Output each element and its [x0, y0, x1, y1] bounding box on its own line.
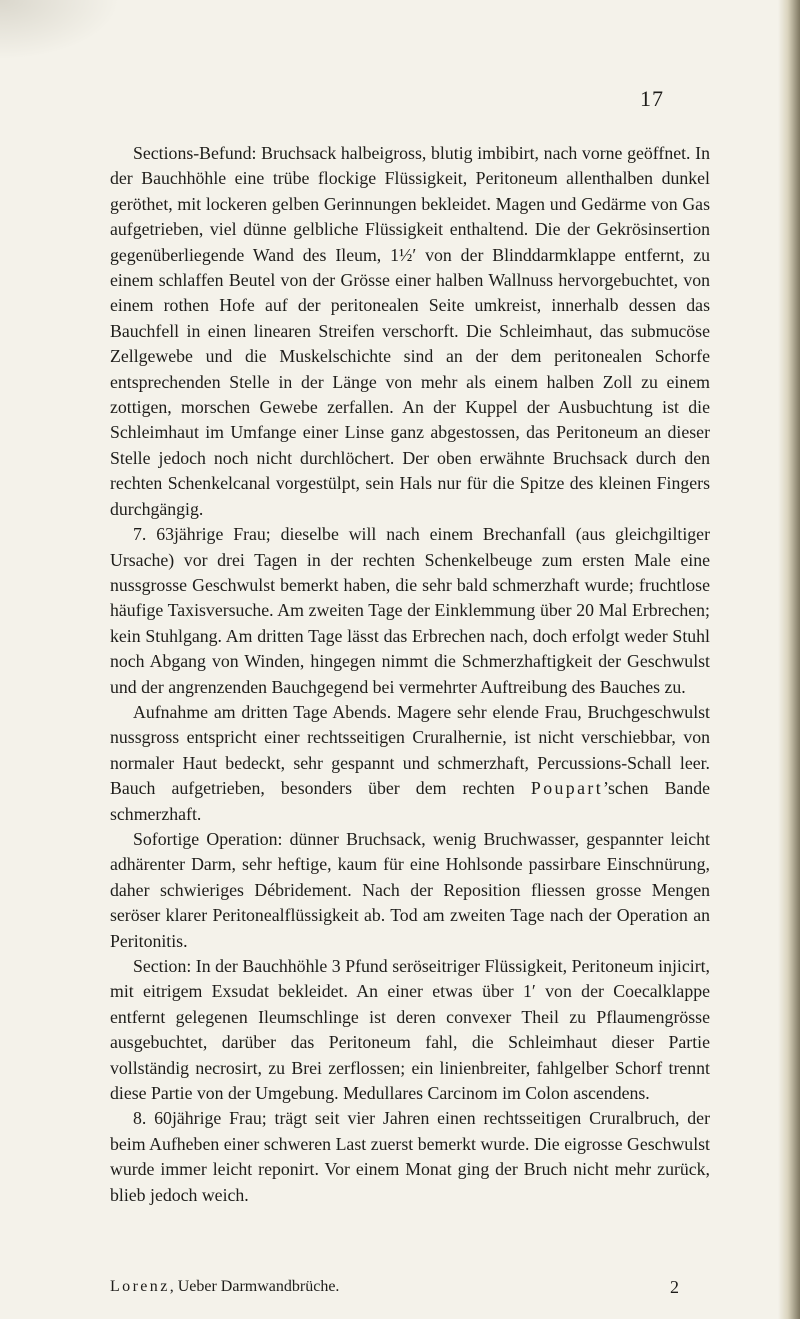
paragraph-text: Sections-Befund: Bruchsack halbeigross, blutig imbibirt, nach vorne geöffnet. In der Bauchhöhle eine trübe flockige Flüssigkeit, Peritoneum allenthalben dunkel geröthet, mit lockeren gelben Gerinnungen bekleidet. Magen und Gedärme von Gas aufgetrieben, viel dünne gelbliche Flüssigkeit enthaltend. Die der Gekrösinsertion gegenüberliegende Wand des Ileum, 1½′ von der Blinddarmklappe entfernt, zu einem schlaffen Beutel von der Grösse einer halben Wallnuss hervorgebuchtet, von einem rothen Hofe auf der peritonealen Seite umkreist, innerhalb dessen das Bauchfell in einen linearen Streifen verschorft. Die Schleimhaut, das submucöse Zellgewebe und die Muskelschichte sind an der dem peritonealen Schorfe entsprechenden Stelle in der Länge von mehr als einem halben Zoll zu einem zottigen, morschen Gewebe zerfallen. An der Kuppel der Ausbuchtung ist die Schleimhaut im Umfange einer Linse ganz abgestossen, das Peritoneum an dieser Stelle jedoch noch nicht durchlöchert. Der oben erwähnte Bruchsack durch den rechten Schenkelcanal vorgestülpt, sein Hals nur für die Spitze des kleinen Fingers durchgängig.: [110, 143, 710, 519]
paragraph-section: [110, 954, 710, 1106]
page-corner-shadow: [0, 0, 120, 60]
paragraph-sections-befund: [110, 141, 710, 522]
paragraph-text: Sofortige Operation: dünner Bruchsack, wenig Bruchwasser, gespannter leicht adhärenter Darm, sehr heftige, kaum für eine Hohlsonde passirbare Einschnürung, daher schwieriges Débridement. Nach der Reposition fliessen grosse Mengen seröser klarer Peritonealflüssigkeit ab. Tod am zweiten Tage nach der Operation an Peritonitis.: [110, 828, 710, 951]
body-text: [110, 141, 710, 1208]
paragraph-case-8: [110, 1106, 710, 1208]
signature-mark: 2: [670, 1277, 679, 1297]
paragraph-text-lead: Aufnahme am dritten Tage Abends. Magere sehr elende Frau, Bruchgeschwulst nussgross entspricht einer rechtsseitigen Cruralhernie, ist nicht verschiebbar, von normaler Haut bedeckt, sehr gespannt und schmerzhaft, Percussions-Schall leer. Bauch aufgetrieben, besonders über dem rechten: [110, 701, 710, 799]
paragraph-operation: [110, 827, 710, 954]
spaced-name-poupart: Poupart: [530, 778, 604, 799]
page-number: 17: [640, 86, 664, 111]
paragraph-text: Section: In der Bauchhöhle 3 Pfund seröseitriger Flüssigkeit, Peritoneum injicirt, mit eitrigem Exsudat bekleidet. An einer etwas über 1′ von der Coecalklappe entfernt gelegenen Ileumschlinge ist deren convexer Theil zu Pflaumengrösse ausgebuchtet, darüber das Peritoneum fahl, die Schleimhaut dieser Partie vollständig necrosirt, zu Brei zerflossen; ein linienbreiter, fahlgelber Schorf trennt diese Partie von der Umgebung. Medullares Carcinom im Colon ascendens.: [110, 956, 710, 1104]
paragraph-text-tail: ’schen Bande schmerzhaft.: [110, 778, 710, 824]
paragraph-text: 8. 60jährige Frau; trägt seit vier Jahren einen rechtsseitigen Cruralbruch, der beim Aufheben einer schweren Last zuerst bemerkt wurde. Die eigrosse Geschwulst wurde immer leicht reponirt. Vor einem Monat ging der Bruch nicht mehr zurück, blieb jedoch weich.: [110, 1108, 710, 1205]
footer-title: , Ueber Darmwandbrüche.: [169, 1278, 340, 1295]
book-gutter-shadow: [778, 0, 800, 1319]
footer-author: Lorenz: [110, 1278, 170, 1295]
paragraph-case-7: [110, 522, 710, 700]
paragraph-aufnahme: [110, 700, 710, 827]
footer-reference: [110, 1276, 339, 1298]
paragraph-text: 7. 63jährige Frau; dieselbe will nach einem Brechanfall (aus gleichgiltiger Ursache) vor drei Tagen in der rechten Schenkelbeuge zum ersten Male eine nussgrosse Geschwulst bemerkt haben, die sehr bald schmerzhaft wurde; fruchtlose häufige Taxisversuche. Am zweiten Tage der Einklemmung über 20 Mal Erbrechen; kein Stuhlgang. Am dritten Tage lässt das Erbrechen nach, doch erfolgt weder Stuhl noch Abgang von Winden, hingegen nimmt die Schmerzhaftigkeit der Geschwulst und der angrenzenden Bauchgegend bei vermehrter Auftreibung des Bauches zu.: [110, 524, 710, 697]
